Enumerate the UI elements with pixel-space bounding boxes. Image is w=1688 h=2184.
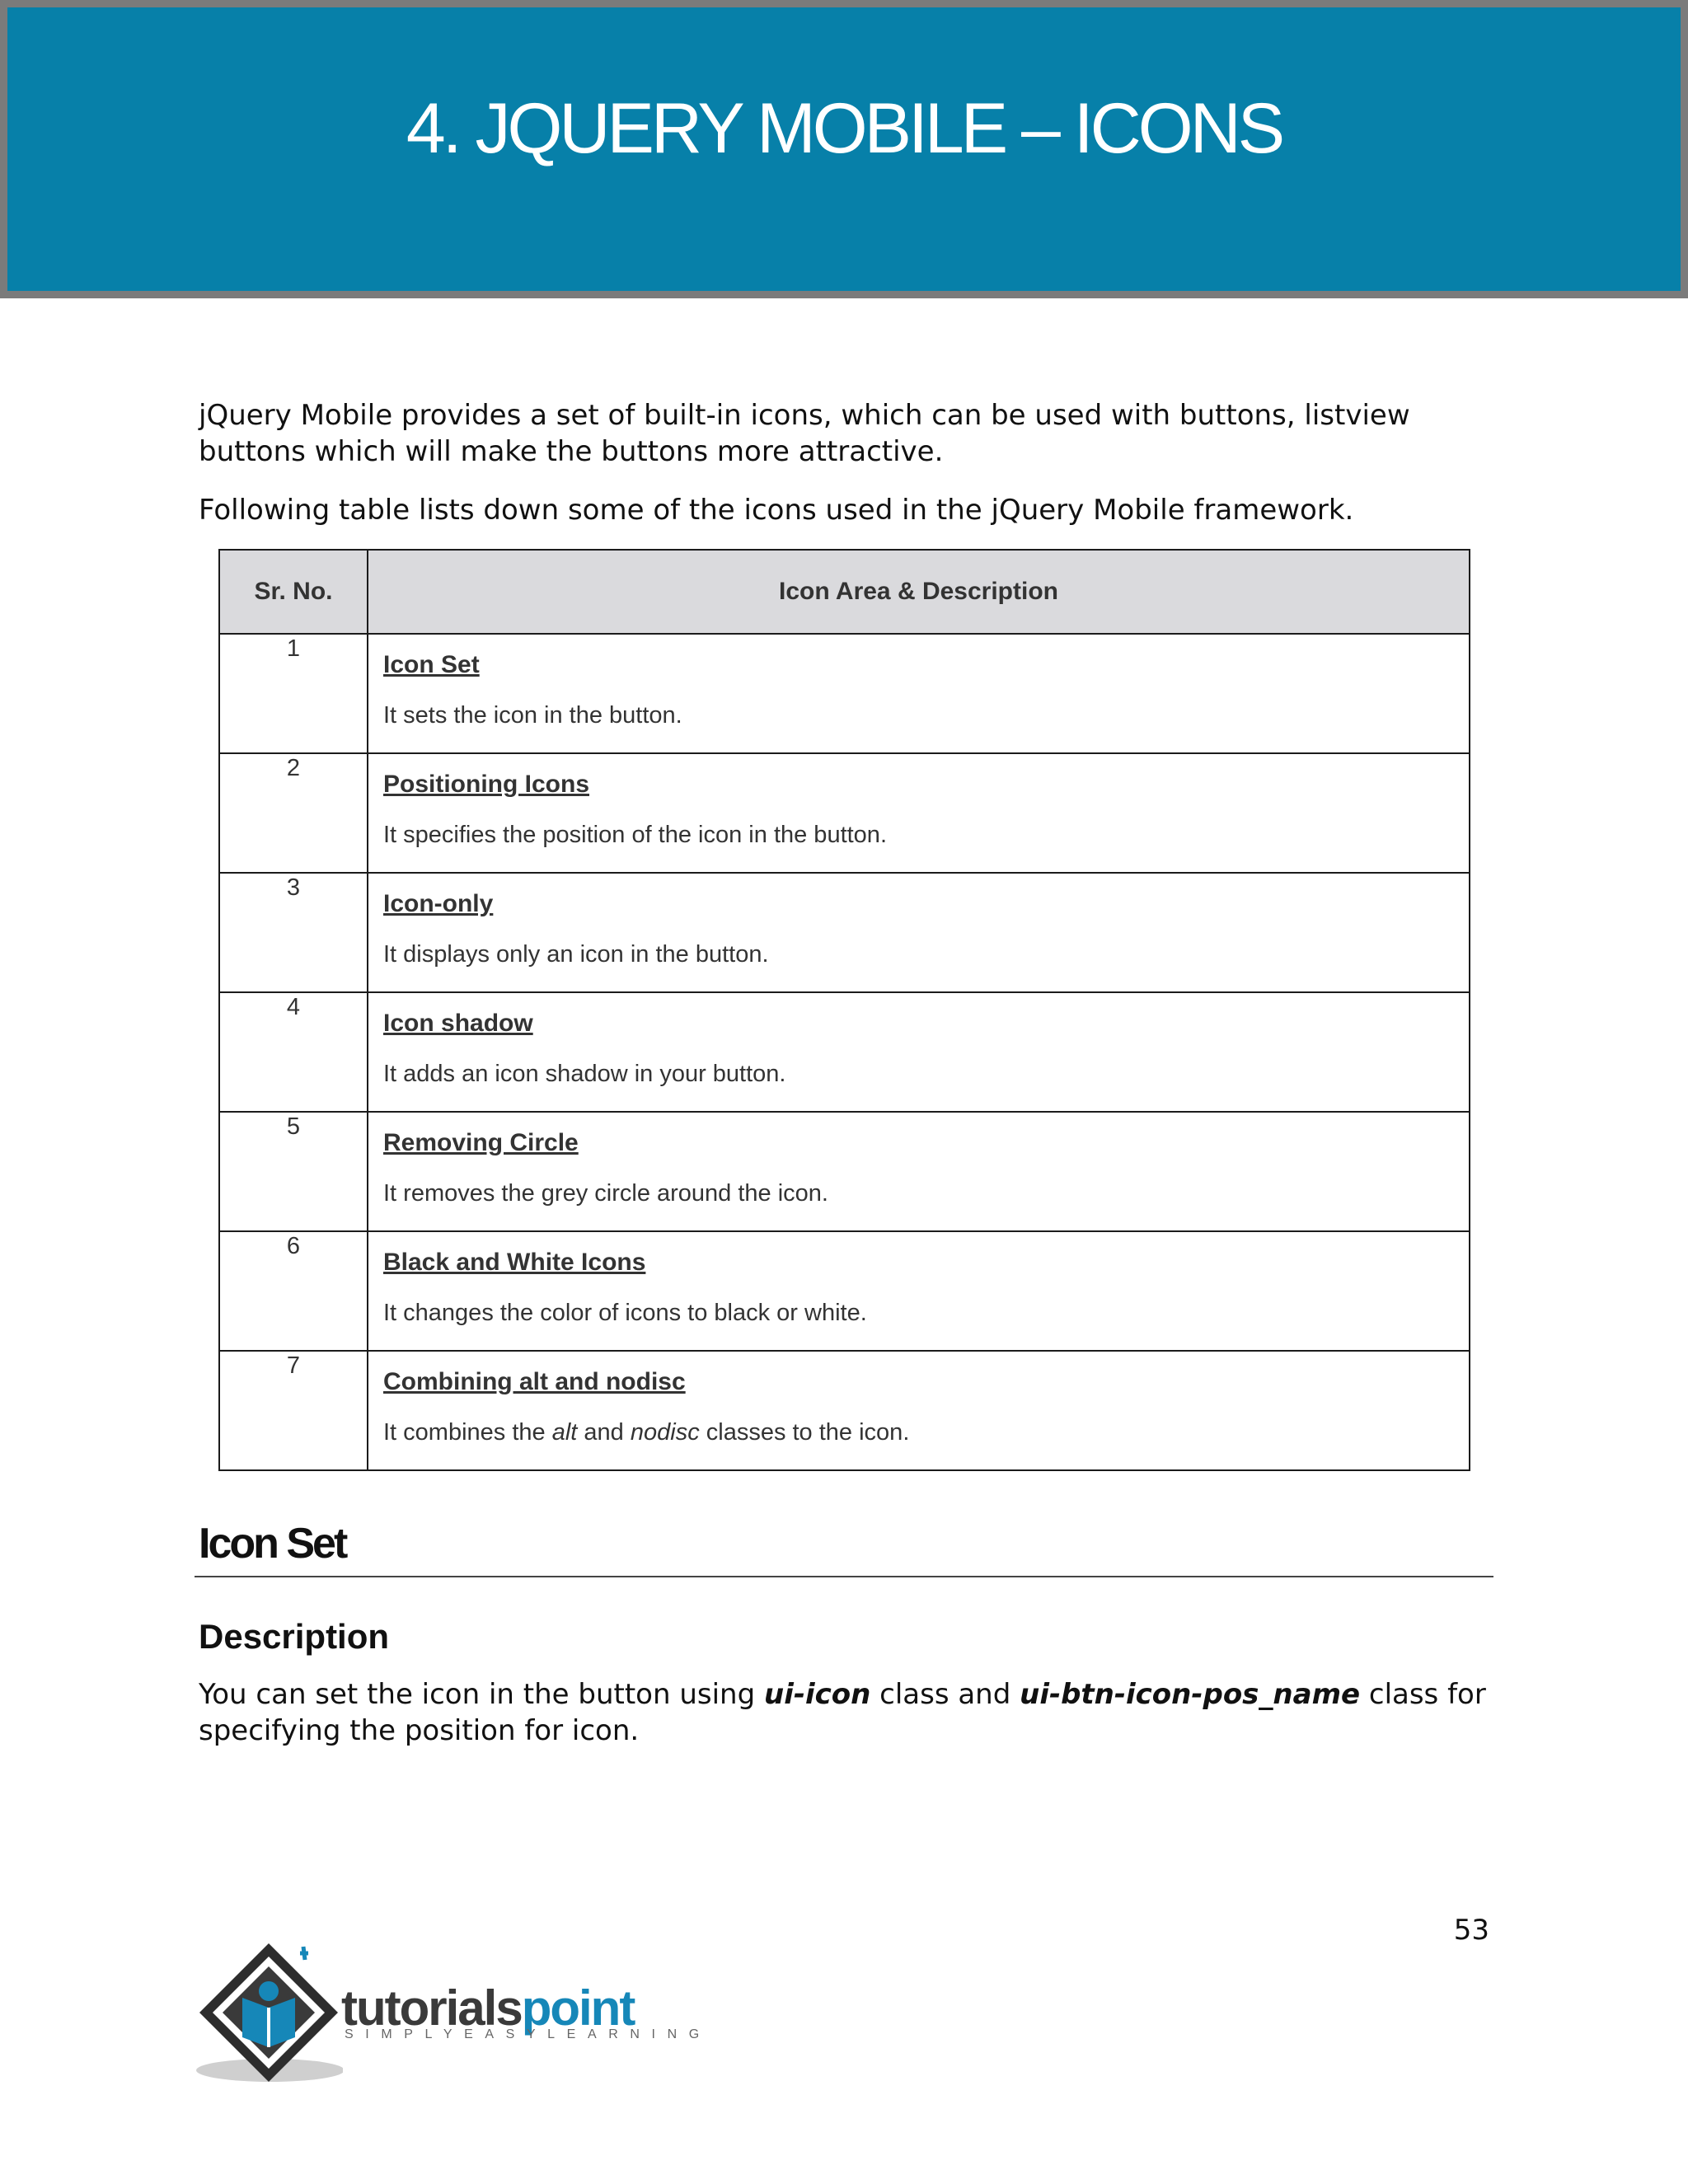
- row-description-cell: [368, 873, 1470, 992]
- removing-circle-link[interactable]: Removing Circle: [383, 1129, 579, 1156]
- logo-text-dark: tutorials: [341, 1980, 522, 2036]
- row-description: It removes the grey circle around the icon.: [383, 1180, 828, 1207]
- row-description: It sets the icon in the button.: [383, 702, 682, 729]
- icon-shadow-link[interactable]: Icon shadow: [383, 1010, 533, 1037]
- desc-text: class and: [870, 1678, 1020, 1711]
- header-sr-no: Sr. No.: [219, 550, 368, 634]
- row-number: 1: [219, 634, 368, 753]
- desc-text: You can set the icon in the button using: [199, 1678, 764, 1711]
- header-icon-area: Icon Area & Description: [368, 550, 1470, 634]
- row-number: 3: [219, 873, 368, 992]
- desc-text: classes to the icon.: [699, 1419, 910, 1446]
- row-number: 5: [219, 1112, 368, 1231]
- alt-class-text: alt: [551, 1419, 578, 1446]
- row-description-cell: [368, 992, 1470, 1112]
- row-description-cell: [368, 753, 1470, 873]
- desc-text: and: [577, 1419, 631, 1446]
- table-row: [219, 753, 1470, 873]
- row-description: [383, 1419, 1469, 1446]
- row-description: It specifies the position of the icon in the button.: [383, 822, 887, 848]
- row-number: 7: [219, 1351, 368, 1470]
- row-description-cell: [368, 1112, 1470, 1231]
- nodisc-class-text: nodisc: [630, 1419, 700, 1446]
- icon-set-link[interactable]: Icon Set: [383, 651, 480, 678]
- table-row: [219, 1112, 1470, 1231]
- icon-only-link[interactable]: Icon-only: [383, 890, 494, 917]
- intro-paragraph-1: jQuery Mobile provides a set of built-in icons, which can be used with buttons, listview buttons which will make the buttons more attractive.: [199, 399, 1410, 468]
- desc-text: It combines the: [383, 1419, 552, 1446]
- logo-tagline: SIMPLYEASYLEARNING: [345, 2027, 711, 2041]
- section-heading: Icon Set: [199, 1520, 346, 1568]
- black-and-white-icons-link[interactable]: Black and White Icons: [383, 1249, 646, 1276]
- combining-alt-nodisc-link[interactable]: Combining alt and nodisc: [383, 1368, 686, 1395]
- row-description-cell: [368, 634, 1470, 753]
- row-description: It displays only an icon in the button.: [383, 941, 769, 968]
- tutorialspoint-logo: [195, 1938, 711, 2090]
- row-description-cell: [368, 1351, 1470, 1470]
- intro-paragraph-2: Following table lists down some of the icons used in the jQuery Mobile framework.: [199, 494, 1354, 527]
- logo-emblem-icon: [195, 1938, 343, 2087]
- table-header-row: [219, 550, 1470, 634]
- table-row: [219, 992, 1470, 1112]
- page-number: 53: [1453, 1914, 1489, 1947]
- table-row: [219, 634, 1470, 753]
- icons-table: [218, 549, 1470, 1471]
- table-row: [219, 873, 1470, 992]
- row-number: 2: [219, 753, 368, 873]
- row-description-cell: [368, 1231, 1470, 1351]
- row-description: It changes the color of icons to black or white.: [383, 1300, 867, 1326]
- description-heading: Description: [199, 1617, 390, 1656]
- row-description: It adds an icon shadow in your button.: [383, 1061, 786, 1087]
- desc-text: class for specifying the position for icon.: [199, 1678, 1486, 1747]
- description-paragraph: [199, 1676, 1489, 1749]
- logo-text-blue: point: [521, 1980, 635, 2036]
- chapter-banner: [0, 0, 1688, 298]
- positioning-icons-link[interactable]: Positioning Icons: [383, 771, 590, 798]
- code-ui-icon: ui-icon: [763, 1678, 871, 1711]
- table-row: [219, 1231, 1470, 1351]
- row-number: 4: [219, 992, 368, 1112]
- table-row: [219, 1351, 1470, 1470]
- code-ui-btn-icon-pos: ui-btn-icon-pos_name: [1020, 1678, 1361, 1711]
- section-divider: [195, 1576, 1493, 1577]
- chapter-banner-inner: [7, 7, 1681, 291]
- chapter-title: 4. JQUERY MOBILE – ICONS: [406, 89, 1282, 168]
- row-number: 6: [219, 1231, 368, 1351]
